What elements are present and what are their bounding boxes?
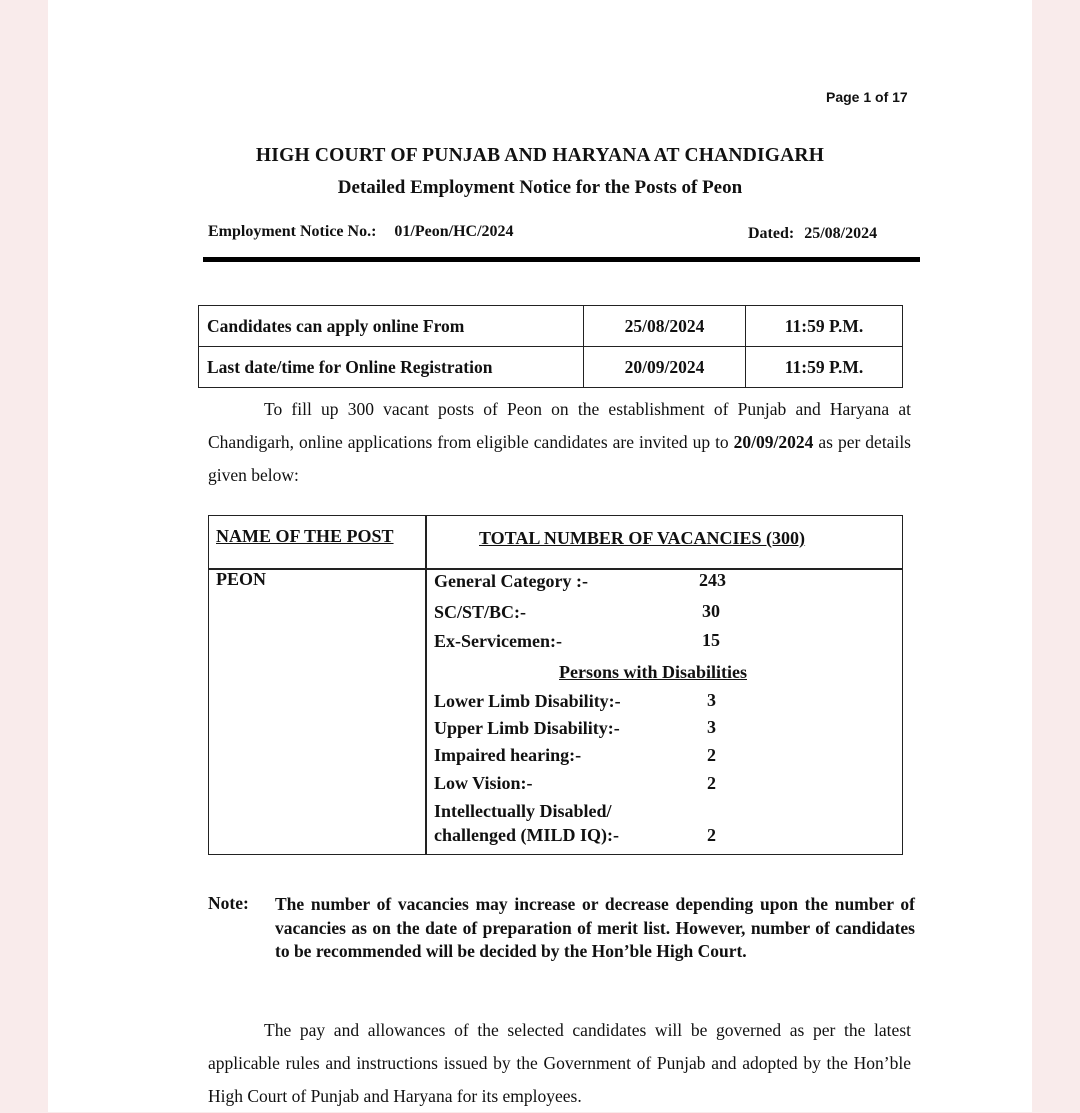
category-label: General Category :-: [434, 571, 588, 591]
pwd-count: 2: [707, 745, 716, 765]
category-count: 30: [702, 601, 720, 621]
intro-paragraph: [208, 393, 911, 492]
pay-paragraph: The pay and allowances of the selected candidates will be governed as per the latest applicable rules and instructions issued by the Government of Punjab and adopted by the Hon’ble High Court of Punjab and Haryana for its employees.: [208, 1020, 911, 1106]
schedule-table: [198, 305, 903, 388]
post-column-header: NAME OF THE POST: [216, 526, 394, 546]
page-number: Page 1 of 17: [826, 89, 908, 105]
notice-number: [208, 223, 514, 241]
document-page: [48, 0, 1032, 1112]
pwd-count: 3: [707, 690, 716, 710]
schedule-date: 25/08/2024: [584, 306, 746, 347]
post-name: PEON: [216, 569, 267, 589]
vacancies-table: [208, 515, 903, 855]
pwd-label: Upper Limb Disability:-: [434, 718, 620, 738]
schedule-label: Candidates can apply online From: [199, 306, 584, 347]
category-label: SC/ST/BC:-: [434, 602, 527, 622]
pwd-count: 3: [707, 717, 716, 737]
pwd-label: Impaired hearing:-: [434, 745, 582, 765]
pwd-count: 2: [707, 773, 716, 793]
schedule-time: 11:59 P.M.: [746, 306, 903, 347]
note-label: Note:: [208, 893, 249, 913]
document-title: HIGH COURT OF PUNJAB AND HARYANA AT CHANDIGARH: [255, 145, 825, 166]
notice-date: [748, 225, 877, 243]
intro-tail: as per details given below:: [208, 432, 911, 485]
schedule-time: 11:59 P.M.: [746, 347, 903, 388]
schedule-label: Last date/time for Online Registration: [199, 347, 584, 388]
table-row: [199, 306, 903, 347]
vacancies-column-header: TOTAL NUMBER OF VACANCIES (300): [479, 528, 806, 548]
notice-number-value: 01/Peon/HC/2024: [394, 223, 514, 240]
schedule-date: 20/09/2024: [584, 347, 746, 388]
notice-number-label: Employment Notice No.:: [208, 223, 377, 240]
pwd-label-line2: challenged (MILD IQ):-: [434, 825, 619, 845]
category-label: Ex-Servicemen:-: [434, 631, 562, 651]
notice-date-label: Dated:: [748, 225, 795, 242]
document-subtitle: Detailed Employment Notice for the Posts of Peon: [337, 177, 743, 198]
pwd-label-line1: Intellectually Disabled/: [434, 801, 612, 821]
pwd-heading: Persons with Disabilities: [559, 662, 748, 682]
intro-date: 20/09/2024: [733, 432, 814, 452]
table-row: [199, 347, 903, 388]
notice-date-value: 25/08/2024: [804, 225, 878, 242]
pwd-label: Low Vision:-: [434, 773, 533, 793]
header-divider: [203, 257, 920, 262]
note-text: The number of vacancies may increase or decrease depending upon the number of vacancies as on the date of preparation of merit list. However, number of candidates to be recommended will be decided by the Hon’ble High Court.: [275, 894, 915, 961]
category-count: 243: [699, 570, 726, 590]
column-divider: [425, 516, 427, 854]
pwd-count: 2: [707, 825, 716, 845]
pwd-label: Lower Limb Disability:-: [434, 691, 621, 711]
intro-text: To fill up 300 vacant posts of Peon on the establishment of Punjab and Haryana at Chandigarh, online applications from eligible candidates are invited up to: [208, 399, 911, 452]
category-count: 15: [702, 630, 720, 650]
